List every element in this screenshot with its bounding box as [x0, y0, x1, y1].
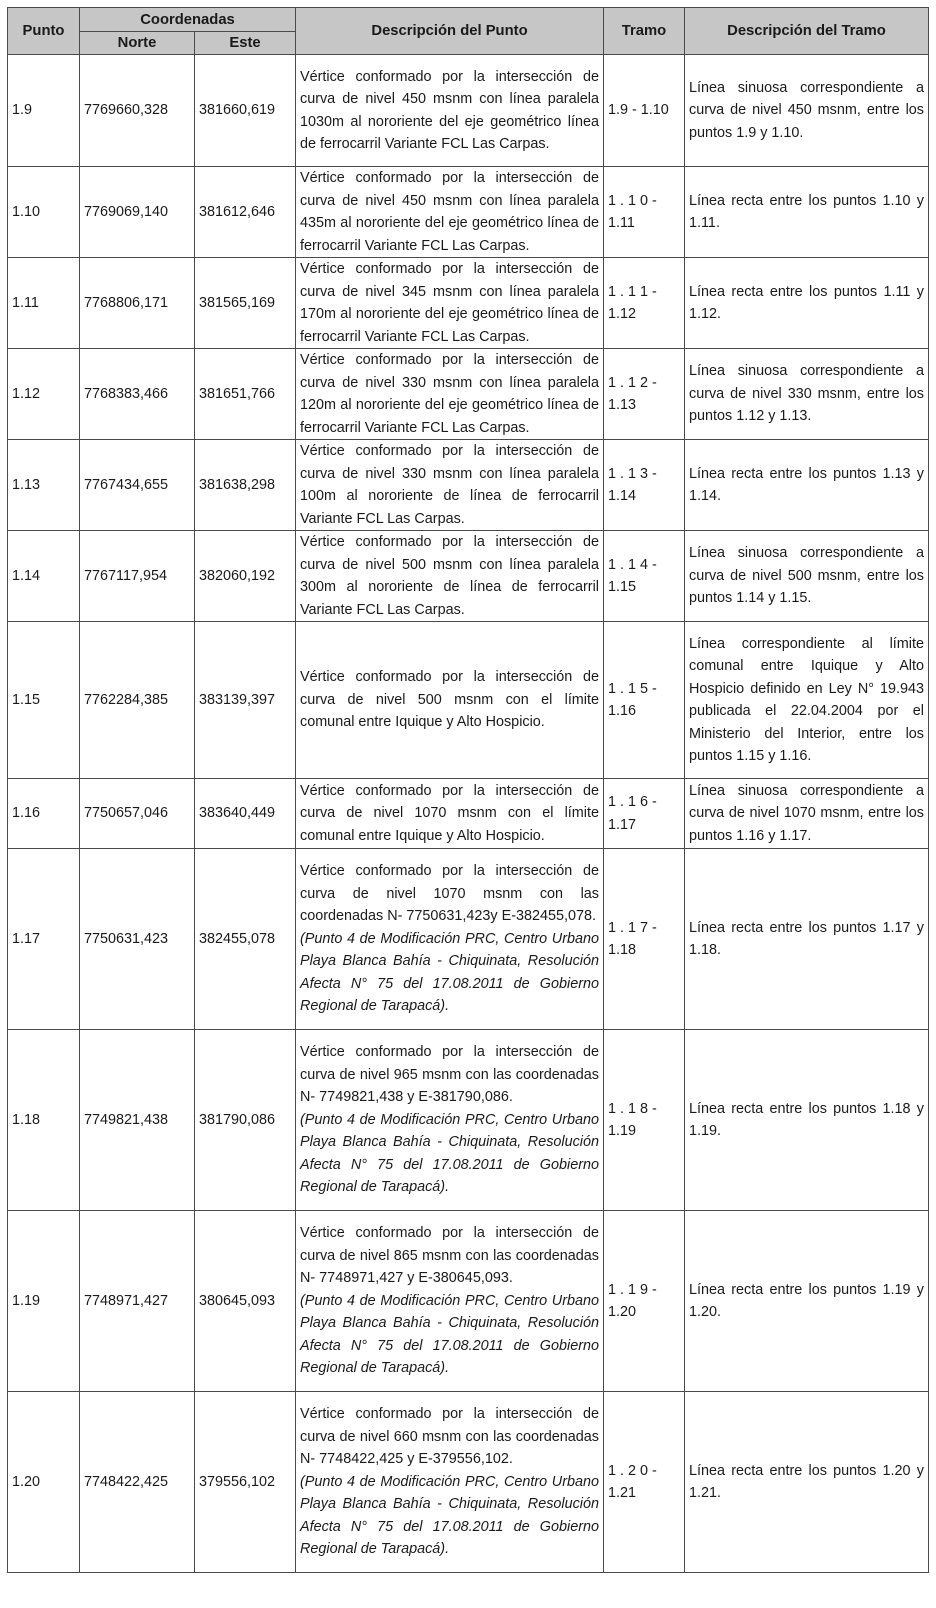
cell-punto: 1.18: [8, 1030, 80, 1211]
cell-tramo: 1 . 1 9 - 1.20: [604, 1211, 685, 1392]
cell-norte: 7750657,046: [80, 779, 195, 849]
cell-descripcion-tramo: Línea recta entre los puntos 1.13 y 1.14.: [685, 440, 929, 531]
table-row: [8, 258, 929, 349]
descripcion-text: Vértice conformado por la intersección de curva de nivel 865 msnm con las coordenadas N- 7748971,427 y E-380645,093.: [300, 1225, 599, 1287]
cell-este: 381565,169: [195, 258, 296, 349]
cell-norte: 7767117,954: [80, 531, 195, 622]
cell-este: 382455,078: [195, 849, 296, 1030]
descripcion-text: Vértice conformado por la intersección de curva de nivel 1070 msnm con las coordenadas N- 7750631,423y E-382455,078.: [300, 863, 599, 925]
cell-descripcion-punto: Vértice conformado por la intersección de curva de nivel 500 msnm con línea paralela 300m al nororiente de línea de ferrocarril Variante FCL Las Carpas.: [296, 531, 604, 622]
cell-este: 381660,619: [195, 55, 296, 167]
cell-tramo: 1 . 1 5 - 1.16: [604, 622, 685, 779]
cell-descripcion-punto: Vértice conformado por la intersección de curva de nivel 500 msnm con el límite comunal entre Iquique y Alto Hospicio.: [296, 622, 604, 779]
table-row: [8, 1030, 929, 1211]
cell-punto: 1.14: [8, 531, 80, 622]
cell-este: 380645,093: [195, 1211, 296, 1392]
cell-este: 381638,298: [195, 440, 296, 531]
cell-tramo: 1 . 1 6 - 1.17: [604, 779, 685, 849]
header-descripcion-punto: Descripción del Punto: [296, 8, 604, 55]
cell-norte: 7750631,423: [80, 849, 195, 1030]
header-coordenadas: Coordenadas: [80, 8, 296, 32]
table-row: [8, 167, 929, 258]
descripcion-note: (Punto 4 de Modificación PRC, Centro Urbano Playa Blanca Bahía - Chiquinata, Resolución Afecta N° 75 del 17.08.2011 de Gobierno Regional de Tarapacá).: [300, 930, 599, 1015]
table-row: [8, 55, 929, 167]
cell-norte: 7768383,466: [80, 349, 195, 440]
descripcion-note: (Punto 4 de Modificación PRC, Centro Urbano Playa Blanca Bahía - Chiquinata, Resolución Afecta N° 75 del 17.08.2011 de Gobierno Regional de Tarapacá).: [300, 1473, 599, 1558]
descripcion-note: (Punto 4 de Modificación PRC, Centro Urbano Playa Blanca Bahía - Chiquinata, Resolución Afecta N° 75 del 17.08.2011 de Gobierno Regional de Tarapacá).: [300, 1292, 599, 1377]
cell-descripcion-punto: Vértice conformado por la intersección de curva de nivel 450 msnm con línea paralela 435m al nororiente del eje geométrico línea de ferrocarril Variante FCL Las Carpas.: [296, 167, 604, 258]
table-row: [8, 349, 929, 440]
cell-descripcion-punto: Vértice conformado por la intersección de curva de nivel 1070 msnm con el límite comunal entre Iquique y Alto Hospicio.: [296, 779, 604, 849]
cell-tramo: 1 . 1 4 - 1.15: [604, 531, 685, 622]
cell-tramo: 1 . 1 7 - 1.18: [604, 849, 685, 1030]
cell-descripcion-tramo: Línea recta entre los puntos 1.11 y 1.12.: [685, 258, 929, 349]
cell-norte: 7769660,328: [80, 55, 195, 167]
cell-tramo: 1 . 1 0 - 1.11: [604, 167, 685, 258]
cell-este: 381790,086: [195, 1030, 296, 1211]
cell-descripcion-tramo: Línea recta entre los puntos 1.10 y 1.11.: [685, 167, 929, 258]
cell-punto: 1.16: [8, 779, 80, 849]
descripcion-text: Vértice conformado por la intersección de curva de nivel 965 msnm con las coordenadas N- 7749821,438 y E-381790,086.: [300, 1044, 599, 1106]
table-row: [8, 779, 929, 849]
cell-punto: 1.13: [8, 440, 80, 531]
cell-norte: 7748971,427: [80, 1211, 195, 1392]
cell-descripcion-punto: [296, 849, 604, 1030]
cell-norte: 7768806,171: [80, 258, 195, 349]
cell-punto: 1.15: [8, 622, 80, 779]
cell-tramo: 1 . 1 1 - 1.12: [604, 258, 685, 349]
cell-norte: 7769069,140: [80, 167, 195, 258]
cell-punto: 1.19: [8, 1211, 80, 1392]
descripcion-note: (Punto 4 de Modificación PRC, Centro Urbano Playa Blanca Bahía - Chiquinata, Resolución Afecta N° 75 del 17.08.2011 de Gobierno Regional de Tarapacá).: [300, 1111, 599, 1196]
cell-norte: 7749821,438: [80, 1030, 195, 1211]
cell-norte: 7767434,655: [80, 440, 195, 531]
cell-tramo: 1 . 2 0 - 1.21: [604, 1392, 685, 1573]
table-row: [8, 1392, 929, 1573]
cell-norte: 7762284,385: [80, 622, 195, 779]
cell-punto: 1.20: [8, 1392, 80, 1573]
cell-descripcion-punto: Vértice conformado por la intersección de curva de nivel 330 msnm con línea paralela 100m al nororiente de línea de ferrocarril Variante FCL Las Carpas.: [296, 440, 604, 531]
table-row: [8, 622, 929, 779]
cell-descripcion-tramo: Línea sinuosa correspondiente a curva de nivel 1070 msnm, entre los puntos 1.16 y 1.17.: [685, 779, 929, 849]
cell-este: 381651,766: [195, 349, 296, 440]
cell-descripcion-punto: [296, 1030, 604, 1211]
cell-descripcion-tramo: Línea recta entre los puntos 1.18 y 1.19.: [685, 1030, 929, 1211]
cell-punto: 1.10: [8, 167, 80, 258]
table-row: [8, 1211, 929, 1392]
descripcion-text: Vértice conformado por la intersección de curva de nivel 660 msnm con las coordenadas N- 7748422,425 y E-379556,102.: [300, 1406, 599, 1468]
header-punto: Punto: [8, 8, 80, 55]
cell-este: 383139,397: [195, 622, 296, 779]
cell-este: 379556,102: [195, 1392, 296, 1573]
cell-punto: 1.9: [8, 55, 80, 167]
cell-descripcion-punto: Vértice conformado por la intersección de curva de nivel 345 msnm con línea paralela 170m al nororiente del eje geométrico línea de ferrocarril Variante FCL Las Carpas.: [296, 258, 604, 349]
cell-punto: 1.12: [8, 349, 80, 440]
table-row: [8, 531, 929, 622]
cell-descripcion-punto: Vértice conformado por la intersección de curva de nivel 330 msnm con línea paralela 120m al nororiente del eje geométrico línea de ferrocarril Variante FCL Las Carpas.: [296, 349, 604, 440]
cell-este: 381612,646: [195, 167, 296, 258]
cell-descripcion-tramo: Línea sinuosa correspondiente a curva de nivel 330 msnm, entre los puntos 1.12 y 1.13.: [685, 349, 929, 440]
cell-descripcion-punto: Vértice conformado por la intersección de curva de nivel 450 msnm con línea paralela 1030m al nororiente del eje geométrico línea de ferrocarril Variante FCL Las Carpas.: [296, 55, 604, 167]
table-row: [8, 849, 929, 1030]
cell-este: 382060,192: [195, 531, 296, 622]
header-descripcion-tramo: Descripción del Tramo: [685, 8, 929, 55]
cell-punto: 1.11: [8, 258, 80, 349]
cell-descripcion-tramo: Línea sinuosa correspondiente a curva de nivel 500 msnm, entre los puntos 1.14 y 1.15.: [685, 531, 929, 622]
cell-tramo: 1 . 1 2 - 1.13: [604, 349, 685, 440]
cell-punto: 1.17: [8, 849, 80, 1030]
cell-norte: 7748422,425: [80, 1392, 195, 1573]
cell-este: 383640,449: [195, 779, 296, 849]
cell-descripcion-tramo: Línea recta entre los puntos 1.20 y 1.21.: [685, 1392, 929, 1573]
header-este: Este: [195, 32, 296, 55]
cell-descripcion-punto: [296, 1392, 604, 1573]
cell-tramo: 1 . 1 3 - 1.14: [604, 440, 685, 531]
cell-descripcion-tramo: Línea recta entre los puntos 1.17 y 1.18.: [685, 849, 929, 1030]
header-tramo: Tramo: [604, 8, 685, 55]
coordinates-table: [7, 7, 929, 1573]
header-norte: Norte: [80, 32, 195, 55]
table-row: [8, 440, 929, 531]
cell-descripcion-tramo: Línea correspondiente al límite comunal entre Iquique y Alto Hospicio definido en Ley N° 19.943 publicada el 22.04.2004 por el Ministerio del Interior, entre los puntos 1.15 y 1.16.: [685, 622, 929, 779]
cell-tramo: 1.9 - 1.10: [604, 55, 685, 167]
cell-tramo: 1 . 1 8 - 1.19: [604, 1030, 685, 1211]
cell-descripcion-punto: [296, 1211, 604, 1392]
cell-descripcion-tramo: Línea sinuosa correspondiente a curva de nivel 450 msnm, entre los puntos 1.9 y 1.10.: [685, 55, 929, 167]
cell-descripcion-tramo: Línea recta entre los puntos 1.19 y 1.20.: [685, 1211, 929, 1392]
